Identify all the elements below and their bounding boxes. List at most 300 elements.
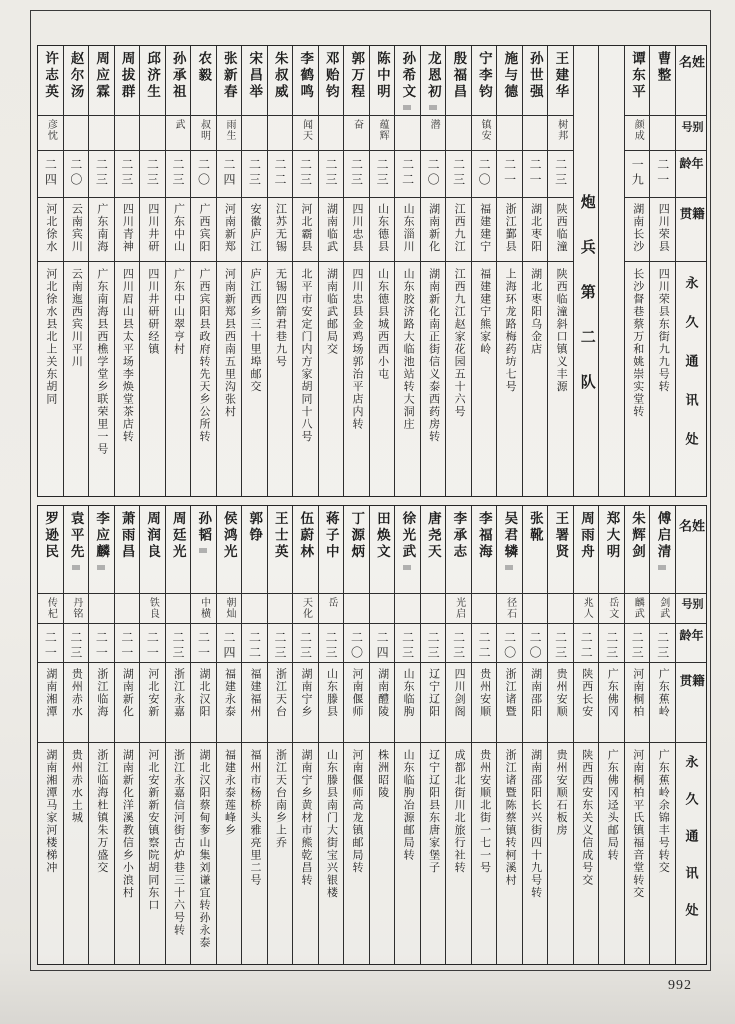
native-cell [64, 663, 89, 743]
person-name: 萧雨昌 [119, 511, 135, 561]
person-column [573, 506, 599, 964]
alias-cell [38, 116, 63, 151]
name-cell [64, 506, 89, 594]
person-age: 二一 [94, 630, 109, 661]
roster-table-top [37, 45, 707, 497]
person-alias: 传杞 [45, 596, 57, 619]
address-cell [574, 743, 599, 964]
address-cell [191, 743, 216, 964]
name-cell [140, 506, 165, 594]
age-cell [370, 151, 395, 199]
unit-label-column [573, 46, 599, 496]
person-address: 河南桐柏平氏镇福音堂转交 [631, 748, 644, 899]
person-address: 贵州安顺石板房 [555, 748, 568, 837]
person-address: 福建永泰莲峰乡 [223, 748, 236, 837]
person-age: 二三 [604, 630, 619, 661]
native-cell [472, 198, 497, 262]
person-name: 许志英 [43, 51, 59, 101]
name-cell [89, 506, 114, 594]
name-cell [523, 46, 548, 116]
native-cell [650, 663, 675, 743]
person-address: 广东中山翠亨村 [172, 268, 185, 356]
header-native-label: 籍贯 [676, 198, 706, 262]
person-age: 二三 [68, 630, 83, 661]
name-cell [421, 506, 446, 594]
annotation-mark [97, 564, 105, 571]
person-column [216, 506, 242, 964]
person-column [649, 506, 675, 964]
person-age: 二〇 [68, 157, 83, 188]
person-native-place: 广东蕉岭 [657, 668, 670, 719]
person-name: 郑大明 [604, 511, 620, 561]
native-cell [217, 663, 242, 743]
person-native-place: 湖北汉阳 [197, 668, 210, 719]
age-cell [446, 151, 471, 199]
alias-cell [395, 116, 420, 151]
native-cell [64, 198, 89, 262]
person-age: 二二 [273, 157, 287, 188]
age-cell [446, 624, 471, 664]
person-age: 二三 [170, 630, 185, 661]
person-column [547, 506, 573, 964]
person-address: 河南新郑县西南五里沟张村 [223, 268, 236, 419]
header-name-label: 姓名 [676, 46, 706, 116]
person-alias: 镇安 [479, 118, 491, 141]
person-address: 湖南临武邮局交 [325, 268, 338, 356]
name-cell [650, 506, 675, 594]
person-native-place: 湖南醴陵 [376, 668, 389, 719]
age-cell [140, 151, 165, 199]
native-cell [191, 198, 216, 262]
address-cell [395, 262, 420, 496]
native-cell [242, 663, 267, 743]
person-alias: 麟武 [632, 596, 644, 619]
age-cell [344, 624, 369, 664]
age-cell [64, 624, 89, 664]
person-column [649, 46, 675, 496]
person-address: 陕西西安东关义信成号交 [580, 748, 593, 887]
person-address: 广东南海县西樵学堂乡联荣里一号 [95, 268, 108, 456]
person-native-place: 河南桐柏 [631, 668, 644, 719]
person-name: 徐光武 [401, 506, 415, 571]
annotation-mark [199, 547, 207, 554]
person-native-place: 浙江临海 [95, 668, 108, 719]
person-native-place: 浙江鄞县 [504, 203, 517, 254]
person-native-place: 河北徐水 [44, 203, 57, 254]
address-cell [140, 262, 165, 496]
native-cell [115, 663, 140, 743]
person-column [165, 46, 191, 496]
native-cell [242, 198, 267, 262]
address-cell [523, 262, 548, 496]
person-native-place: 浙江天台 [274, 668, 287, 719]
page-number: 992 [668, 978, 692, 993]
person-column [88, 506, 114, 964]
person-column [496, 506, 522, 964]
person-name: 李承志 [451, 511, 467, 561]
person-address: 四川荣县东街九九号转 [657, 268, 670, 394]
person-address: 江西九江赵家花园五十六号 [453, 268, 466, 419]
person-native-place: 安徽庐江 [248, 203, 261, 254]
native-cell [446, 198, 471, 262]
person-age: 二三 [375, 157, 390, 188]
person-address: 株洲昭陵 [376, 748, 389, 799]
alias-cell [217, 116, 242, 151]
person-column [139, 506, 165, 964]
person-native-place: 江西九江 [453, 203, 466, 254]
person-address: 四川井研研经镇 [146, 268, 159, 356]
person-address: 湖北枣阳乌金店 [529, 268, 542, 356]
person-native-place: 广东南海 [95, 203, 108, 254]
person-native-place: 四川荣县 [657, 203, 670, 254]
name-cell [625, 506, 650, 594]
age-cell [89, 624, 114, 664]
native-cell [166, 663, 191, 743]
person-address: 浙江临海杜镇朱万盛交 [95, 748, 108, 874]
person-alias: 雨生 [223, 118, 235, 141]
address-cell [268, 262, 293, 496]
name-cell [319, 46, 344, 116]
person-address: 无锡四箭君巷九号 [274, 268, 287, 369]
person-column [420, 46, 446, 496]
name-cell [395, 506, 420, 594]
person-address: 河北安新新安镇察院胡同东口 [146, 748, 159, 912]
name-cell [344, 506, 369, 594]
person-native-place: 四川青神 [121, 203, 134, 254]
person-name: 李鹤鸣 [298, 51, 314, 101]
annotation-mark [429, 104, 437, 111]
person-age: 二二 [579, 630, 594, 661]
native-cell [650, 198, 675, 262]
name-cell [191, 506, 216, 594]
native-cell [115, 198, 140, 262]
age-cell [599, 624, 624, 664]
native-cell [319, 663, 344, 743]
person-column [547, 46, 573, 496]
person-age: 二一 [43, 630, 58, 661]
alias-cell [472, 594, 497, 624]
person-age: 二二 [247, 630, 262, 661]
address-cell [242, 262, 267, 496]
name-cell [293, 506, 318, 594]
person-age: 二一 [655, 157, 670, 188]
alias-cell [140, 116, 165, 151]
person-address: 湖南邵阳长兴街四十九号转 [529, 748, 542, 899]
name-cell [293, 46, 318, 116]
person-name: 周应霖 [94, 51, 110, 101]
person-age: 二一 [528, 157, 543, 188]
person-alias: 奋 [351, 118, 363, 130]
name-cell [166, 506, 191, 594]
address-cell [115, 262, 140, 496]
name-cell [421, 46, 446, 116]
age-cell [38, 151, 63, 199]
alias-cell [64, 116, 89, 151]
person-name: 周拔群 [119, 51, 135, 101]
age-cell [548, 151, 573, 199]
person-native-place: 陕西临潼 [555, 203, 568, 254]
native-cell [344, 663, 369, 743]
person-address: 广西宾阳县政府转先天乡公所转 [197, 268, 210, 444]
person-address: 河南偃师高龙镇邮局转 [351, 748, 364, 874]
person-address: 四川眉山县太平场李焕堂茶店转 [121, 268, 134, 444]
person-column [241, 46, 267, 496]
name-cell [548, 506, 573, 594]
person-address: 湖南宁乡黄材市熊乾昌转 [300, 748, 313, 887]
name-cell [115, 46, 140, 116]
person-native-place: 湖南新化 [427, 203, 440, 254]
name-cell [446, 506, 471, 594]
roster-table-bottom [37, 505, 707, 965]
person-column [471, 506, 497, 964]
person-address: 长沙督巷蔡万和姚崇实堂转 [631, 268, 644, 419]
name-cell [574, 506, 599, 594]
alias-cell [38, 594, 63, 624]
name-cell [446, 46, 471, 116]
person-address: 浙江天台南乡上乔 [274, 748, 287, 849]
annotation-mark [403, 104, 411, 111]
person-name: 王士英 [272, 511, 288, 561]
person-alias: 闻天 [300, 118, 312, 141]
person-native-place: 福建永泰 [223, 668, 236, 719]
age-cell [268, 624, 293, 664]
person-age: 二〇 [477, 157, 492, 188]
person-address: 山东胶济路大临池站转大洞庄 [402, 268, 415, 431]
age-cell [650, 151, 675, 199]
person-name: 田焕文 [374, 511, 390, 561]
address-cell [319, 262, 344, 496]
person-address: 四川忠县金鸡场郭治平店内转 [351, 268, 364, 431]
age-cell [421, 151, 446, 199]
person-alias: 武 [172, 118, 184, 130]
person-name: 陈中明 [374, 51, 390, 101]
alias-cell [548, 116, 573, 151]
native-cell [472, 663, 497, 743]
age-cell [625, 624, 650, 664]
person-address: 山东德县城西西小屯 [376, 268, 389, 381]
person-column [190, 506, 216, 964]
header-column [675, 506, 706, 964]
alias-cell [497, 594, 522, 624]
name-cell [89, 46, 114, 116]
age-cell [574, 624, 599, 664]
person-name: 郭铮 [247, 511, 263, 544]
header-alias-label: 别号 [676, 116, 706, 151]
age-cell [548, 624, 573, 664]
alias-cell [650, 116, 675, 151]
native-cell [268, 663, 293, 743]
alias-cell [89, 116, 114, 151]
person-age: 二三 [324, 630, 339, 661]
name-cell [140, 46, 165, 116]
alias-cell [293, 594, 318, 624]
age-cell [395, 624, 420, 664]
age-cell [395, 151, 420, 199]
person-age: 二三 [119, 157, 134, 188]
address-cell [344, 262, 369, 496]
person-column [394, 506, 420, 964]
person-name: 傅启清 [656, 506, 670, 571]
person-column [292, 506, 318, 964]
address-cell [115, 743, 140, 964]
person-native-place: 广东中山 [172, 203, 185, 254]
alias-cell [446, 594, 471, 624]
person-alias: 径石 [504, 596, 516, 619]
alias-cell [191, 594, 216, 624]
native-cell [395, 198, 420, 262]
person-age: 二四 [221, 630, 236, 661]
address-cell [370, 262, 395, 496]
alias-cell [523, 116, 548, 151]
age-cell [217, 624, 242, 664]
alias-cell [574, 594, 599, 624]
person-age: 二三 [553, 157, 568, 188]
address-cell [497, 743, 522, 964]
name-cell [625, 46, 650, 116]
person-name: 丁源炳 [349, 511, 365, 561]
native-cell [497, 663, 522, 743]
person-alias: 颜成 [632, 118, 644, 141]
person-age: 二三 [170, 157, 185, 188]
person-column [522, 506, 548, 964]
alias-cell [242, 594, 267, 624]
alias-cell [650, 594, 675, 624]
person-column [165, 506, 191, 964]
person-age: 二〇 [528, 630, 543, 661]
person-age: 二〇 [426, 157, 441, 188]
native-cell [548, 663, 573, 743]
alias-cell [625, 594, 650, 624]
person-age: 二三 [94, 157, 109, 188]
person-alias: 潜 [428, 118, 440, 130]
person-alias: 剑武 [657, 596, 669, 619]
person-column [318, 506, 344, 964]
header-name-label: 姓名 [676, 506, 706, 594]
alias-cell [293, 116, 318, 151]
native-cell [625, 198, 650, 262]
person-native-place: 四川井研 [146, 203, 159, 254]
person-native-place: 湖南临武 [325, 203, 338, 254]
name-cell [38, 506, 63, 594]
person-name: 宁李钧 [476, 51, 492, 101]
person-column [190, 46, 216, 496]
person-column [598, 506, 624, 964]
header-age-label: 年龄 [676, 151, 706, 199]
alias-cell [344, 594, 369, 624]
person-age: 二一 [119, 630, 134, 661]
person-column [63, 46, 89, 496]
person-column [318, 46, 344, 496]
native-cell [293, 198, 318, 262]
person-alias: 树邦 [555, 118, 567, 141]
person-alias: 丹铭 [70, 596, 82, 619]
native-cell [217, 198, 242, 262]
person-name: 谭东平 [629, 51, 645, 101]
name-cell [166, 46, 191, 116]
person-column [445, 46, 471, 496]
age-cell [625, 151, 650, 199]
alias-cell [344, 116, 369, 151]
address-cell [268, 743, 293, 964]
person-name: 周润良 [145, 511, 161, 561]
native-cell [344, 198, 369, 262]
age-cell [191, 151, 216, 199]
native-cell [446, 663, 471, 743]
person-age: 二一 [502, 157, 517, 188]
person-name: 王建华 [553, 51, 569, 101]
address-cell [523, 743, 548, 964]
native-cell [38, 663, 63, 743]
person-name: 吴君辚 [503, 506, 517, 571]
alias-cell [421, 594, 446, 624]
person-address: 成都北街川北旅行社转 [453, 748, 466, 874]
person-alias: 中横 [198, 596, 210, 619]
header-address-label: 永久通讯处 [683, 276, 699, 472]
name-cell [217, 46, 242, 116]
alias-cell [217, 594, 242, 624]
person-alias: 朝灿 [223, 596, 235, 619]
address-cell [166, 262, 191, 496]
alias-cell [166, 594, 191, 624]
age-cell [191, 624, 216, 664]
person-native-place: 湖南宁乡 [300, 668, 313, 719]
person-name: 施与德 [502, 51, 518, 101]
person-name: 唐尧天 [425, 511, 441, 561]
native-cell [38, 198, 63, 262]
person-address: 贵州安顺北街一七一号 [478, 748, 491, 874]
person-alias: 天化 [300, 596, 312, 619]
person-column [394, 46, 420, 496]
name-cell [64, 46, 89, 116]
person-column [343, 46, 369, 496]
address-cell [370, 743, 395, 964]
person-age: 二三 [630, 630, 645, 661]
person-name: 张靴 [527, 511, 543, 544]
native-cell [497, 198, 522, 262]
address-cell [421, 262, 446, 496]
age-cell [497, 624, 522, 664]
name-cell [548, 46, 573, 116]
person-name: 蒋子中 [323, 511, 339, 561]
person-name: 李福海 [476, 511, 492, 561]
alias-cell [370, 116, 395, 151]
person-alias: 光启 [453, 596, 465, 619]
person-name: 龙恩初 [426, 46, 440, 111]
name-cell [472, 506, 497, 594]
alias-cell [64, 594, 89, 624]
person-age: 二三 [247, 157, 262, 188]
address-cell [217, 743, 242, 964]
address-cell [344, 743, 369, 964]
person-name: 农毅 [196, 51, 212, 84]
alias-cell [166, 116, 191, 151]
person-native-place: 山东德县 [376, 203, 389, 254]
person-native-place: 山东滕县 [325, 668, 338, 719]
person-column [496, 46, 522, 496]
person-native-place: 辽宁辽阳 [427, 668, 440, 719]
name-cell [650, 46, 675, 116]
native-cell [370, 663, 395, 743]
person-native-place: 河南偃师 [351, 668, 364, 719]
address-cell [548, 743, 573, 964]
person-column [241, 506, 267, 964]
person-address: 湖北汉阳蔡甸奓山集刘谦宜转孙永泰 [197, 748, 210, 949]
age-cell [472, 151, 497, 199]
person-native-place: 山东淄川 [402, 203, 415, 254]
person-native-place: 浙江永嘉 [172, 668, 185, 719]
person-age: 二三 [145, 157, 160, 188]
age-cell [472, 624, 497, 664]
